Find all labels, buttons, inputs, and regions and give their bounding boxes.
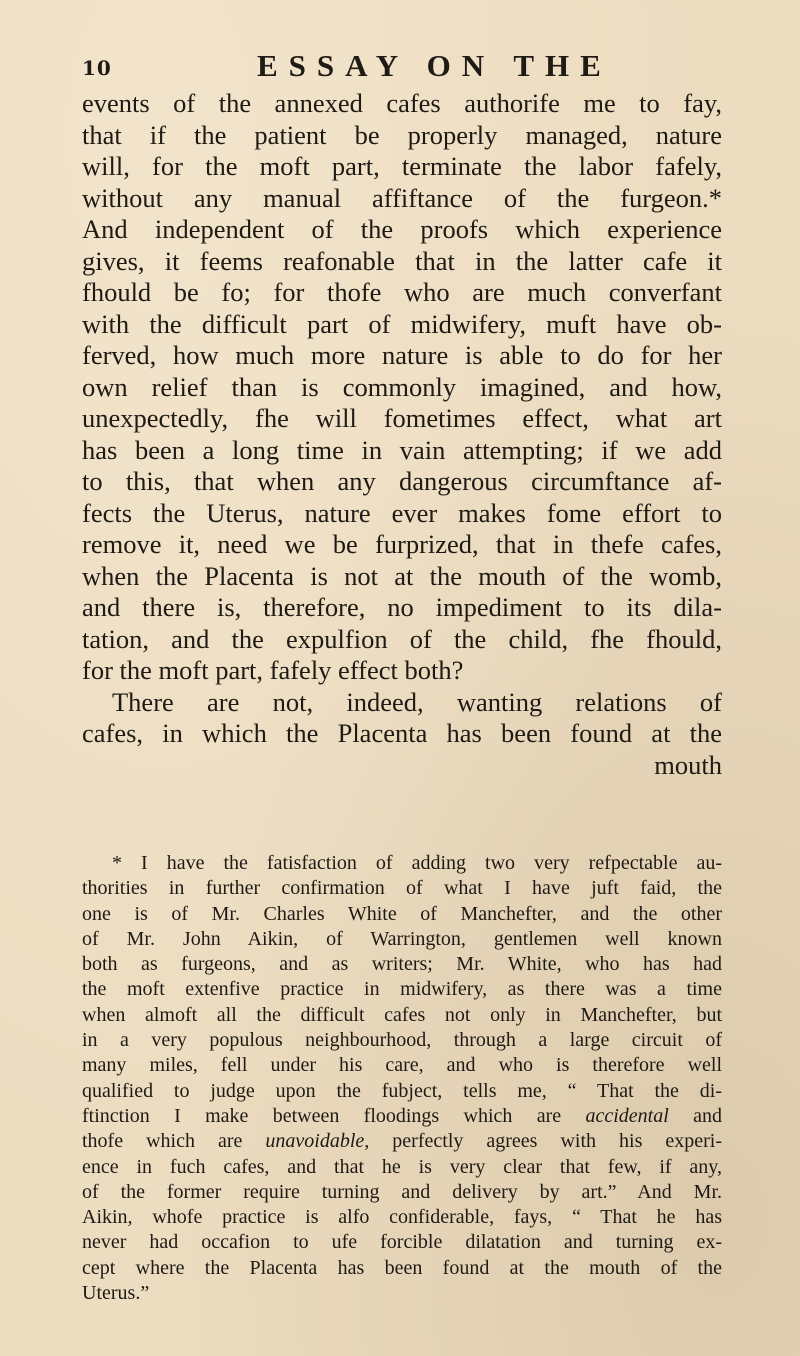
main-text bbox=[82, 88, 722, 781]
footnote-line: the moft extenfive practice in midwifery, as there was a time bbox=[82, 978, 722, 1001]
text-line: own relief than is commonly imagined, and how, bbox=[82, 371, 722, 402]
footnote-line: when almoft all the difficult cafes not only in Manchefter, but bbox=[82, 1003, 722, 1026]
footnote-text: and bbox=[668, 1104, 722, 1127]
text-line: unexpectedly, fhe will fometimes effect, what art bbox=[82, 403, 722, 433]
footnote-line: qualified to judge upon the fubject, tells me, “ That the di- bbox=[82, 1079, 722, 1102]
text-line: cafes, in which the Placenta has been found at the bbox=[82, 718, 722, 748]
footnote-line: never had occafion to ufe forcible dilatation and turning ex- bbox=[82, 1231, 722, 1254]
italic-word-accidental: accidental bbox=[585, 1104, 669, 1127]
footnote-line bbox=[82, 1129, 722, 1154]
text-line: that if the patient be properly managed, nature bbox=[82, 119, 722, 150]
text-line: And independent of the proofs which experience bbox=[82, 214, 722, 244]
text-line: will, for the moft part, terminate the labor fafely, bbox=[82, 151, 722, 181]
italic-word-unavoidable: unavoidable, bbox=[265, 1130, 370, 1153]
footnote-line: cept where the Placenta has been found at the mouth of the bbox=[82, 1256, 722, 1279]
text-line: without any manual affiftance of the furgeon.* bbox=[82, 182, 722, 213]
footnote-text: perfectly agrees with his experi- bbox=[369, 1130, 723, 1153]
text-line: tation, and the expulfion of the child, fhe fhould, bbox=[82, 623, 722, 654]
footnote-line: Uterus.” bbox=[82, 1282, 150, 1305]
footnote-line: one is of Mr. Charles White of Manchefter, and the other bbox=[82, 902, 722, 925]
text-line: when the Placenta is not at the mouth of the womb, bbox=[82, 560, 722, 591]
text-line: and there is, therefore, no impediment to its dila- bbox=[82, 592, 722, 622]
footnote-line: * I have the fatisfaction of adding two very refpectable au- bbox=[112, 852, 722, 874]
text-line: fhould be fo; for thofe who are much converfant bbox=[82, 277, 722, 307]
footnote-line: of the former require turning and delivery by art.” And Mr. bbox=[82, 1180, 722, 1203]
page-header bbox=[82, 48, 722, 84]
text-line: events of the annexed cafes authorife me to fay, bbox=[82, 88, 722, 118]
page-number: 10 bbox=[82, 56, 112, 80]
text-line: fects the Uterus, nature ever makes fome effort to bbox=[82, 497, 722, 528]
footnote-line bbox=[82, 1104, 722, 1129]
footnote bbox=[82, 851, 722, 1306]
footnote-line: both as furgeons, and as writers; Mr. White, who has had bbox=[82, 953, 722, 976]
running-title: ESSAY ON THE bbox=[257, 48, 612, 83]
footnote-line: many miles, fell under his care, and who is therefore well bbox=[82, 1054, 722, 1077]
footnote-line: of Mr. John Aikin, of Warrington, gentlemen well known bbox=[82, 927, 722, 950]
footnote-line: in a very populous neighbourhood, through a large circuit of bbox=[82, 1029, 722, 1052]
text-line: ferved, how much more nature is able to do for her bbox=[82, 340, 722, 370]
footnote-text: ftinction I make between floodings which are bbox=[82, 1104, 586, 1127]
text-line: with the difficult part of midwifery, muft have ob- bbox=[82, 308, 722, 339]
text-line: to this, that when any dangerous circumftance af- bbox=[82, 466, 722, 496]
text-line: has been a long time in vain attempting; if we add bbox=[82, 434, 722, 465]
footnote-line: ence in fuch cafes, and that he is very clear that few, if any, bbox=[82, 1155, 722, 1178]
footnote-line: Aikin, whofe practice is alfo confiderable, fays, “ That he has bbox=[82, 1206, 722, 1229]
text-line: for the moft part, fafely effect both? bbox=[82, 655, 464, 685]
catchword: mouth bbox=[654, 749, 722, 780]
footnote-line: thorities in further confirmation of what I have juft faid, the bbox=[82, 877, 722, 900]
text-line: There are not, indeed, wanting relations of bbox=[112, 686, 722, 717]
text-line: gives, it feems reafonable that in the latter cafe it bbox=[82, 245, 722, 276]
footnote-text: thofe which are bbox=[82, 1130, 266, 1153]
text-line: remove it, need we be furprized, that in thefe cafes, bbox=[82, 529, 722, 559]
